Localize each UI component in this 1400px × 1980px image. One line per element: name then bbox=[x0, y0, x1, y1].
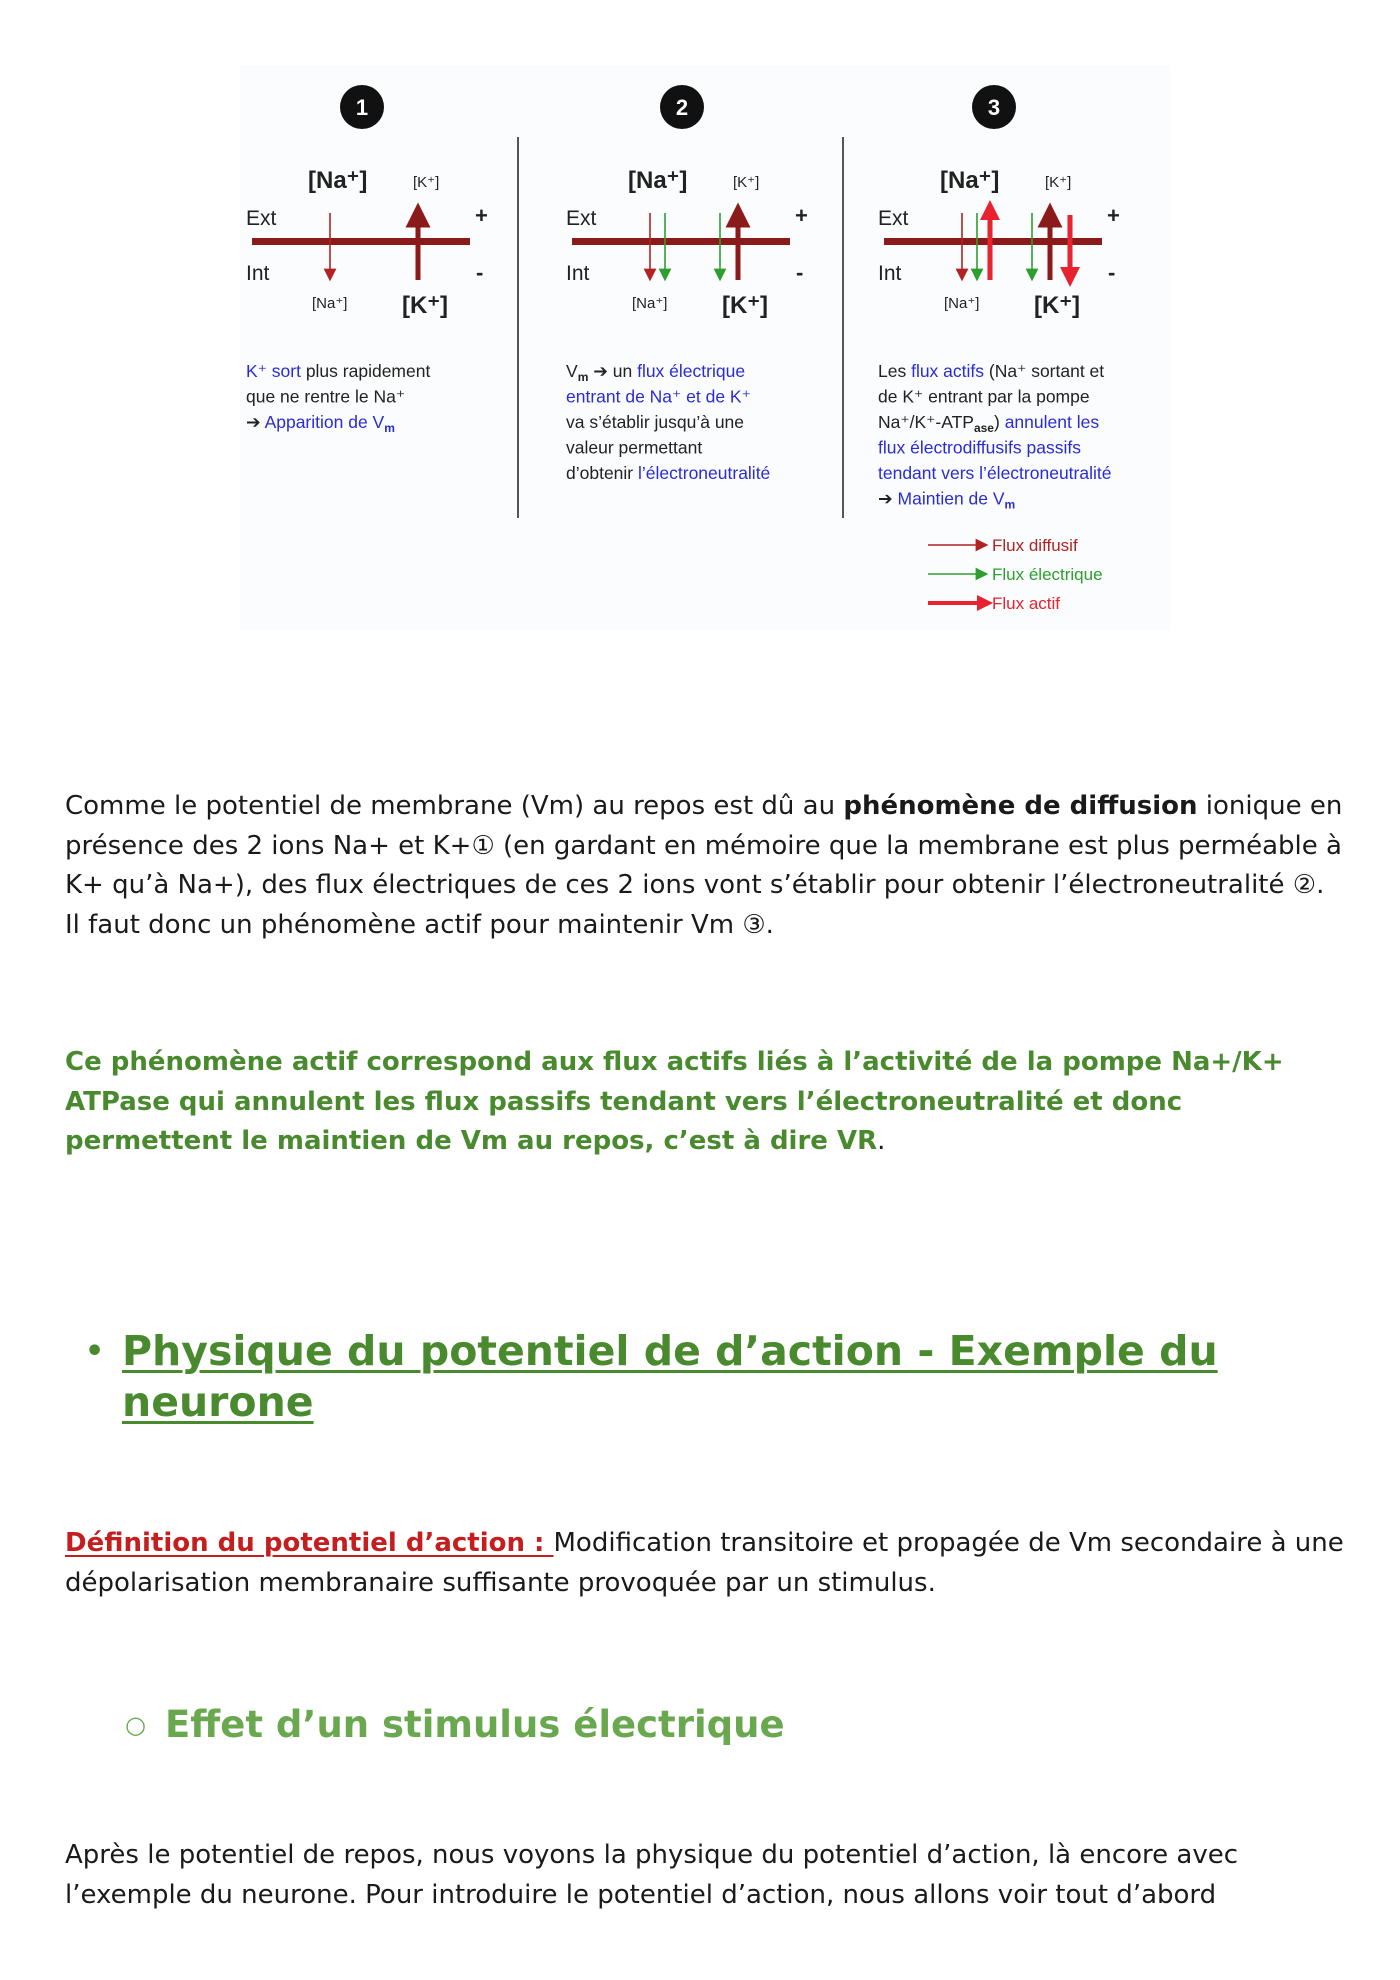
step-number: 2 bbox=[675, 95, 689, 120]
caption-segment: flux électrodiffusifs passifs bbox=[878, 437, 1081, 458]
k-ext-label: [K⁺] bbox=[1045, 174, 1072, 191]
caption-segment: plus rapidement bbox=[300, 361, 431, 381]
caption-line bbox=[566, 361, 745, 384]
caption-line bbox=[246, 412, 395, 435]
k-int-label: [K⁺] bbox=[722, 292, 768, 319]
plus-sign: + bbox=[795, 203, 808, 228]
caption-segment: ) bbox=[993, 412, 1005, 432]
caption-segment: ase bbox=[973, 421, 994, 435]
caption-segment: ➔ un bbox=[588, 361, 638, 381]
p2-end: . bbox=[877, 1126, 886, 1156]
heading-text: Physique du potentiel de d’action - Exemple du neurone bbox=[122, 1327, 1218, 1426]
caption-segment: annulent les bbox=[1004, 412, 1100, 432]
panel-2 bbox=[566, 85, 808, 483]
k-int-label: [K⁺] bbox=[402, 292, 448, 319]
caption-line bbox=[878, 412, 1099, 435]
caption-segment: Apparition de V bbox=[264, 412, 385, 432]
na-ext-label: [Na⁺] bbox=[308, 167, 368, 194]
caption-segment: flux électrique bbox=[637, 361, 746, 381]
caption-line bbox=[566, 463, 770, 483]
caption-segment: tendant vers l’électroneutralité bbox=[878, 463, 1112, 483]
caption-segment: Na⁺/K⁺-ATP bbox=[878, 412, 974, 432]
caption-line bbox=[878, 463, 1111, 483]
caption-segment: m bbox=[1004, 497, 1016, 512]
caption-segment: Maintien de V bbox=[897, 488, 1005, 509]
caption-line bbox=[878, 387, 1090, 407]
bullet-dot: • bbox=[85, 1334, 105, 1369]
caption-segment: m bbox=[384, 421, 395, 435]
membrane-potential-figure bbox=[240, 65, 1170, 630]
ext-label: Ext bbox=[878, 207, 909, 230]
p1-bold: phénomène de diffusion bbox=[843, 791, 1198, 821]
plus-sign: + bbox=[475, 203, 488, 228]
caption-segment: que ne rentre le Na⁺ bbox=[246, 386, 406, 407]
caption-segment: entrant de Na⁺ et de K⁺ bbox=[566, 386, 751, 407]
caption-segment: (Na⁺ sortant et bbox=[984, 361, 1105, 381]
caption-segment: flux actifs bbox=[911, 361, 985, 381]
figure-svg bbox=[240, 65, 1170, 630]
k-ext-label: [K⁺] bbox=[413, 174, 440, 191]
minus-sign: - bbox=[796, 260, 804, 285]
caption-line bbox=[246, 361, 430, 381]
caption-segment: ➔ bbox=[878, 488, 898, 509]
legend-label: Flux électrique bbox=[992, 565, 1103, 584]
definition-paragraph bbox=[65, 1524, 1345, 1603]
caption-segment: V bbox=[566, 361, 578, 381]
int-label: Int bbox=[566, 262, 590, 285]
membrane bbox=[572, 238, 790, 245]
na-ext-label: [Na⁺] bbox=[628, 167, 688, 194]
minus-sign: - bbox=[476, 260, 484, 285]
p2-green: Ce phénomène actif correspond aux flux actifs liés à l’activité de la pompe Na+/K+ ATPase qui annulent les flux passifs tendant vers l’électroneutralité et donc permettent le maintien de Vm au repos, c’est à dire VR bbox=[65, 1047, 1284, 1156]
p1-before: Comme le potentiel de membrane (Vm) au repos est dû au bbox=[65, 791, 844, 821]
p1-after: ionique en présence des 2 ions Na+ et K+① (en gardant en mémoire que la membrane est plus perméable à K+ qu’à Na+), des flux électriques de ces 2 ions vont s’établir pour obtenir l’électroneutralité ②. Il faut donc un phénomène actif pour maintenir Vm ③. bbox=[65, 791, 1343, 940]
caption-segment: Les bbox=[878, 361, 912, 381]
ext-label: Ext bbox=[566, 207, 597, 230]
caption-segment: d’obtenir bbox=[566, 463, 638, 483]
panel-3 bbox=[878, 85, 1120, 512]
caption-line bbox=[878, 489, 1015, 512]
step-number: 1 bbox=[355, 95, 369, 120]
paragraph-active-pump bbox=[65, 1043, 1345, 1162]
minus-sign: - bbox=[1108, 260, 1116, 285]
step-number: 3 bbox=[987, 95, 1001, 120]
caption-segment: de K⁺ entrant par la pompe bbox=[878, 386, 1090, 407]
paragraph-intro: Après le potentiel de repos, nous voyons la physique du potentiel d’action, là encore avec l’exemple du neurone. Pour introduire le potentiel d’action, nous allons voir tout d’abord bbox=[65, 1840, 1239, 1910]
caption-line bbox=[878, 438, 1081, 458]
caption-segment: K⁺ sort bbox=[246, 361, 301, 381]
caption-line bbox=[566, 438, 702, 458]
int-label: Int bbox=[878, 262, 902, 285]
panel-1 bbox=[246, 85, 488, 435]
caption-segment: va s’établir jusqu’à une bbox=[566, 412, 745, 432]
bullet-circle: ○ bbox=[125, 1711, 146, 1739]
k-ext-label: [K⁺] bbox=[733, 174, 760, 191]
caption-line bbox=[246, 387, 405, 407]
caption-line bbox=[566, 412, 744, 432]
caption-segment: valeur permettant bbox=[566, 437, 703, 458]
caption-segment: m bbox=[577, 370, 589, 384]
subheading-text: Effet d’un stimulus électrique bbox=[165, 1703, 785, 1746]
legend-label: Flux actif bbox=[992, 594, 1061, 613]
legend-label: Flux diffusif bbox=[992, 536, 1078, 555]
k-int-label: [K⁺] bbox=[1034, 292, 1080, 319]
na-int-label: [Na⁺] bbox=[944, 295, 980, 312]
definition-text: Modification transitoire et propagée de Vm secondaire à une dépolarisation membranaire suffisante provoquée par un stimulus. bbox=[65, 1528, 1344, 1598]
definition-label: Définition du potentiel d’action : bbox=[65, 1528, 554, 1558]
na-int-label: [Na⁺] bbox=[632, 295, 668, 312]
int-label: Int bbox=[246, 262, 270, 285]
na-ext-label: [Na⁺] bbox=[940, 167, 1000, 194]
membrane bbox=[252, 238, 470, 245]
plus-sign: + bbox=[1107, 203, 1120, 228]
caption-segment: l’électroneutralité bbox=[638, 463, 771, 483]
caption-line bbox=[566, 387, 751, 407]
caption-line bbox=[878, 361, 1104, 381]
paragraph-diffusion bbox=[65, 787, 1345, 945]
ext-label: Ext bbox=[246, 207, 277, 230]
section-heading-action-potential bbox=[85, 1326, 1285, 1428]
subsection-heading-stimulus bbox=[125, 1700, 785, 1750]
na-int-label: [Na⁺] bbox=[312, 295, 348, 312]
caption-segment: ➔ bbox=[246, 412, 265, 432]
